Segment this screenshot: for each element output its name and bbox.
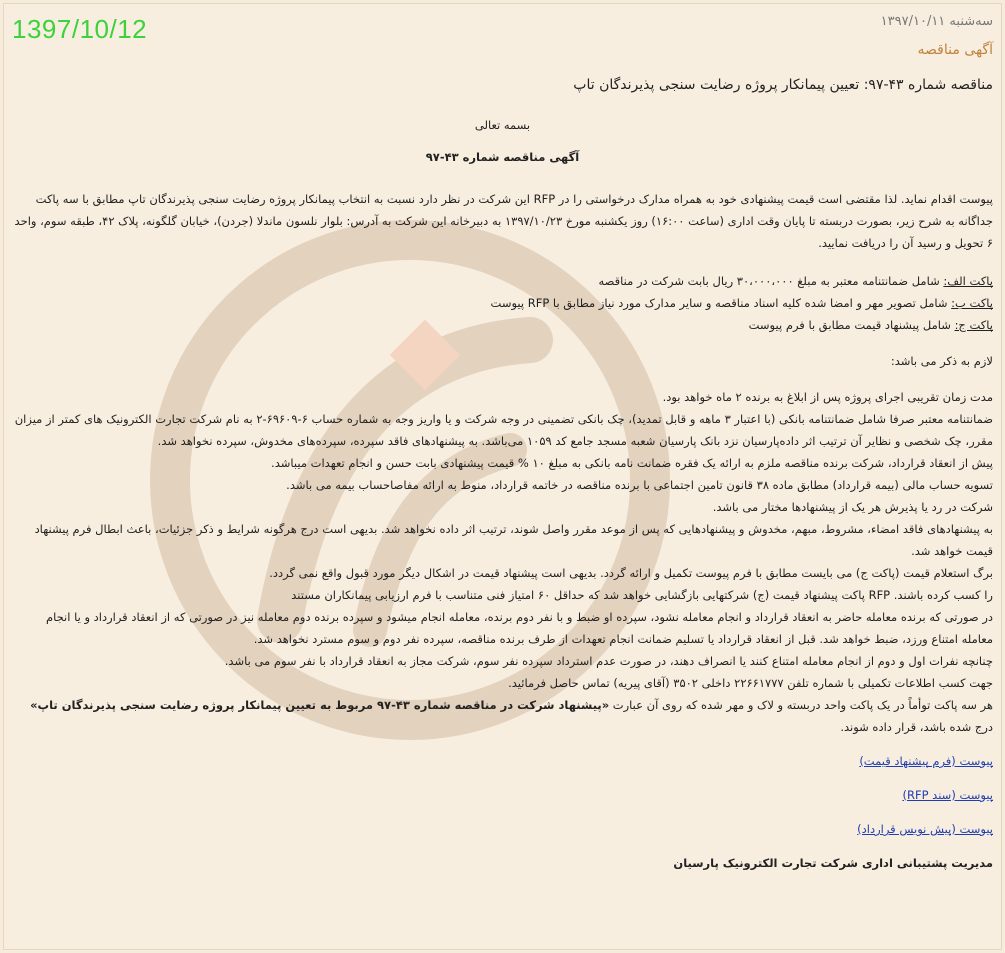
ad-category-label: آگهی مناقصه [917,42,993,58]
condition-item: برگ استعلام قیمت (پاکت ج) می بایست مطابق با فرم پیوست تکمیل و ارائه گردد. بدیهی است پیشنهاد قیمت در اشکال دیگر مورد قبول واقع نمی گردد. [269,566,993,580]
condition-item: در صورتی که برنده معامله حاضر به انعقاد قرارداد و انجام معامله نشود، سپرده او ضبط و با نفر دوم برنده، معامله انجام میشود و سپرده برنده دوم معامله نیز در صورتی که از انعقاد قرارداد و یا انجام معامله امتناع ورزد، ضبط خواهد شد. قبل از انعقاد قرارداد یا تسلیم ضمانت انجام تعهدات از طرف برنده مناقصه، سپرده نفر دوم و سوم مسترد نخواهد شد. [45,610,993,646]
condition-item: شرکت در رد یا پذیرش هر یک از پیشنهادها مختار می باشد. [712,500,993,514]
note-heading: لازم به ذکر می باشد: [890,354,993,368]
packet-item [12,292,993,314]
final-text-post: درج شده باشد، قرار داده شوند. [840,720,993,734]
bismillah-line: بسمه تعالی [474,118,531,132]
intro-paragraph: پیوست اقدام نماید. لذا مقتضی است قیمت پیشنهادی خود به همراه مدارک درخواستی را در RFP این شرکت در نظر دارد نسبت به انتخاب پیمانکار پروژه رضایت سنجی پذیرندگان تاپ مطابق با سه پاکت جداگانه به شرح زیر، بصورت دربسته تا پایان وقت اداری (ساعت ۱۶:۰۰) روز یکشنبه مورخ ۱۳۹۷/۱۰/۲۳ به دبیرخانه این شرکت به آدرس: بلوار نلسون ماندلا (جردن)، خیابان گلگونه، پلاک ۴۲، طبقه سوم، واحد ۶ تحویل و رسید آن را دریافت نمایید. [14,192,993,250]
date-line: سه‌شنبه ۱۳۹۷/۱۰/۱۱ [880,14,993,29]
packet-list [12,270,993,336]
final-text-pre: هر سه پاکت توأماً در یک پاکت واحد دربسته و لاک و مهر شده که روی آن عبارت [609,698,993,712]
packet-text: شامل ضمانتنامه معتبر به مبلغ ۳۰،۰۰۰،۰۰۰ ریال بابت شرکت در مناقصه [598,274,944,288]
condition-item: مدت زمان تقریبی اجرای پروژه پس از ابلاغ به برنده ۲ ماه خواهد بود. [662,390,993,404]
attachment-link-rfp[interactable]: پیوست (سند RFP) [902,788,993,802]
packet-item [12,270,993,292]
condition-item: چنانچه نفرات اول و دوم از انجام معامله امتناع کنند یا انصراف دهند، در صورت عدم استرداد سپرده نفر سوم، شرکت مجاز به انعقاد قرارداد با نفر سوم می باشد. [224,654,993,668]
condition-item: جهت کسب اطلاعات تکمیلی با شماره تلفن ۲۲۶۶۱۷۷۷ داخلی ۳۵۰۲ (آقای پیریه) تماس حاصل فرمائید. [508,676,993,690]
packet-label: پاکت ب: [951,296,993,310]
conditions-list [12,386,993,738]
final-instruction [12,694,993,738]
attachment-links [12,750,993,840]
condition-item: پیش از انعقاد قرارداد، شرکت برنده مناقصه ملزم به ارائه یک فقره ضمانت نامه بانکی به مبلغ ۱۰ % قیمت پیشنهادی بابت حسن و انجام تعهدات میباشد. [271,456,993,470]
condition-item: تسویه حساب مالی (بیمه قرارداد) مطابق ماده ۳۸ قانون تامین اجتماعی با برنده مناقصه در خاتمه قرارداد، منوط به ارائه مفاصاحساب بیمه می باشد. [286,478,993,492]
final-text-bold: «پیشنهاد شرکت در مناقصه شماره ۴۳-۹۷ مربوط به تعیین پیمانکار پروژه رضایت سنجی پذیرندگان تاپ» [30,698,610,712]
stamp-date: 1397/10/12 [12,14,148,44]
tender-subtitle: آگهی مناقصه شماره ۴۳-۹۷ [425,150,580,164]
page-title: مناقصه شماره ۴۳-۹۷: تعیین پیمانکار پروژه رضایت سنجی پذیرندگان تاپ [573,77,993,93]
condition-item: ضمانتنامه معتبر صرفا شامل ضمانتنامه بانکی (با اعتبار ۳ ماهه و قابل تمدید)، چک بانکی تضمینی در وجه شرکت و یا واریز وجه به شماره حساب ۶-۶۹۶۰۹-۲ به نام شرکت تجارت الکترونیک های کمتر از میزان مقرر، چک شخصی و نظایر آن ترتیب اثر داده‌پارسیان نزد بانک پارسیان شعبه مسجد جامع کد ۱۰۵۹ می‌باشد. به پیشنهادهای فاقد سپرده، سپرده‌های مخدوش، سپرده نخواهد شد. [14,412,993,448]
attachment-link-price-form[interactable]: پیوست (فرم پیشنهاد قیمت) [859,754,993,768]
condition-item: به پیشنهادهای فاقد امضاء، مشروط، مبهم، مخدوش و پیشنهادهایی که پس از موعد مقرر واصل شوند، ترتیب اثر داده نخواهد شد. بدیهی است درج هرگونه شرایط و ذکر جزئیات، باعث ابطال فرم پیشنهاد قیمت خواهد شد. [34,522,993,558]
packet-item [12,314,993,336]
packet-text: شامل پیشنهاد قیمت مطابق با فرم پیوست [748,318,955,332]
condition-item: را کسب کرده باشند. RFP پاکت پیشنهاد قیمت (ج) شرکتهایی بازگشایی خواهد شد که حداقل ۶۰ امتیاز فنی متناسب با فرم ارزیابی پیمانکاران مستند [291,588,993,602]
packet-label: پاکت ج: [954,318,993,332]
signature-line: مدیریت پشتیبانی اداری شرکت تجارت الکترونیک پارسیان [673,856,993,870]
packet-text: شامل تصویر مهر و امضا شده کلیه اسناد مناقصه و سایر مدارک مورد نیاز مطابق با RFP پیوست [490,296,952,310]
announcement-content [12,10,993,874]
packet-label: پاکت الف: [943,274,993,288]
attachment-link-draft-contract[interactable]: پیوست (پیش نویس قرارداد) [857,822,993,836]
